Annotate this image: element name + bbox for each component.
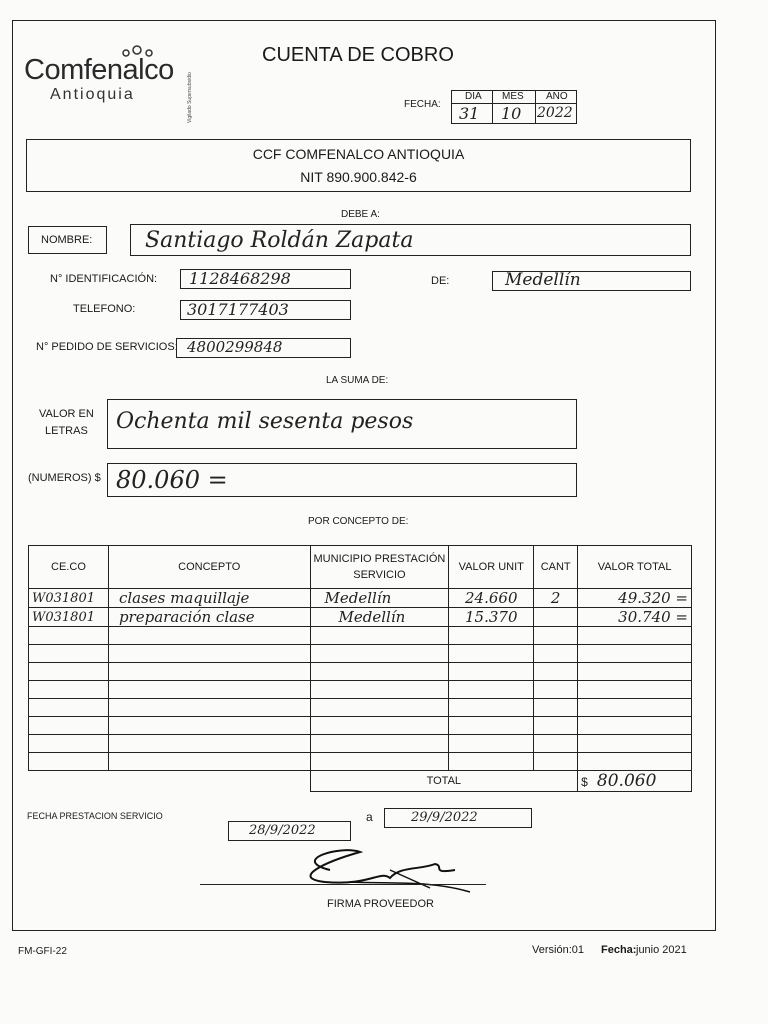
- table-row-empty: [29, 627, 692, 645]
- nombre-field[interactable]: [130, 224, 691, 256]
- header-concepto: CONCEPTO: [108, 546, 310, 589]
- valor-letras-value: Ochenta mil sesenta pesos: [116, 409, 414, 434]
- cell-cant[interactable]: 2: [534, 589, 578, 608]
- footer-version: Versión:01: [532, 944, 584, 956]
- de-field[interactable]: [492, 271, 691, 291]
- pedido-value: 4800299848: [187, 338, 283, 356]
- valor-numeros-value: 80.060 =: [116, 466, 228, 494]
- telefono-value: 3017177403: [187, 300, 289, 319]
- fecha-label: FECHA:: [404, 99, 441, 110]
- table-row-empty: [29, 699, 692, 717]
- table-header-row: [29, 546, 692, 589]
- footer-fecha-label: Fecha:: [601, 944, 637, 956]
- de-label: DE:: [431, 275, 450, 287]
- valor-letras-field[interactable]: [107, 399, 577, 449]
- nombre-value: Santiago Roldán Zapata: [145, 228, 414, 253]
- identificacion-label: N° IDENTIFICACIÓN:: [50, 273, 158, 285]
- table-row-empty: [29, 717, 692, 735]
- total-value: 80.060: [596, 771, 657, 791]
- fecha-hasta-value: 29/9/2022: [411, 810, 478, 825]
- logo-brand: Comfenalco: [24, 54, 174, 86]
- cell-valor-total[interactable]: 30.740 =: [578, 608, 692, 627]
- total-label: TOTAL: [310, 771, 578, 792]
- header-valor-unit: VALOR UNIT: [449, 546, 534, 589]
- cell-valor-total[interactable]: 49.320 =: [578, 589, 692, 608]
- header-cant: CANT: [534, 546, 578, 589]
- mes-label: MES: [502, 91, 524, 102]
- cell-valor-unit[interactable]: 24.660: [449, 589, 534, 608]
- valor-numeros-field[interactable]: [107, 463, 577, 497]
- telefono-field[interactable]: [180, 300, 351, 320]
- header-municipio: MUNICIPIO PRESTACIÓN SERVICIO: [310, 546, 449, 589]
- nombre-label-box: [28, 226, 107, 254]
- valor-letras-label-2: LETRAS: [45, 425, 88, 437]
- telefono-label: TELEFONO:: [73, 303, 136, 315]
- table-row: [29, 608, 692, 627]
- ano-label: AÑO: [546, 91, 568, 102]
- entity-box: [26, 139, 691, 192]
- dia-value[interactable]: 31: [459, 104, 480, 123]
- entity-name: CCF COMFENALCO ANTIOQUIA: [252, 146, 465, 162]
- cell-concepto[interactable]: clases maquillaje: [108, 589, 310, 608]
- footer-fecha-value: junio 2021: [636, 944, 687, 956]
- entity-nit: NIT 890.900.842-6: [300, 169, 417, 185]
- form-code: FM-GFI-22: [18, 946, 67, 957]
- fecha-grid: [451, 90, 577, 124]
- nombre-label: NOMBRE:: [41, 234, 93, 246]
- cell-municipio[interactable]: Medellín: [310, 608, 449, 627]
- fecha-desde-field[interactable]: [228, 821, 351, 841]
- pedido-field[interactable]: [176, 338, 351, 358]
- table-row-empty: [29, 753, 692, 771]
- fecha-desde-value: 28/9/2022: [249, 823, 316, 838]
- la-suma-de-label: LA SUMA DE:: [326, 375, 389, 386]
- cell-concepto[interactable]: preparación clase: [108, 608, 310, 627]
- table-row: [29, 589, 692, 608]
- cell-cant[interactable]: [534, 608, 578, 627]
- header-ceco: CE.CO: [29, 546, 109, 589]
- fecha-prestacion-label: FECHA PRESTACION SERVICIO: [27, 811, 163, 821]
- document-title: CUENTA DE COBRO: [262, 44, 454, 66]
- cell-ceco[interactable]: W031801: [29, 589, 109, 608]
- signature-image: [230, 840, 490, 900]
- items-table: [28, 545, 692, 792]
- identificacion-value: 1128468298: [189, 269, 291, 288]
- cell-municipio[interactable]: Medellín: [310, 589, 449, 608]
- supersubsidio-vertical-text: Vigilado Supersubsidio: [187, 72, 193, 123]
- debe-a-label: DEBE A:: [341, 209, 380, 220]
- header-valor-total: VALOR TOTAL: [578, 546, 692, 589]
- total-currency: $: [581, 775, 588, 789]
- firma-proveedor-label: FIRMA PROVEEDOR: [327, 898, 434, 910]
- logo-region: Antioquia: [50, 86, 135, 103]
- valor-numeros-label: (NUMEROS) $: [28, 472, 101, 484]
- mes-value[interactable]: 10: [501, 104, 522, 123]
- ano-value[interactable]: 2022: [537, 105, 573, 121]
- valor-letras-label-1: VALOR EN: [39, 408, 94, 420]
- signature-line: [200, 884, 486, 885]
- table-row-empty: [29, 735, 692, 753]
- table-row-empty: [29, 663, 692, 681]
- de-value: Medellín: [505, 270, 581, 290]
- dia-label: DIA: [465, 91, 482, 102]
- fecha-hasta-field[interactable]: [384, 808, 532, 828]
- comfenalco-logo: [24, 44, 192, 106]
- por-concepto-label: POR CONCEPTO DE:: [308, 516, 409, 527]
- fecha-separator: a: [366, 810, 373, 824]
- table-row-empty: [29, 681, 692, 699]
- pedido-label: N° PEDIDO DE SERVICIOS:: [36, 341, 178, 353]
- cell-valor-unit[interactable]: 15.370: [449, 608, 534, 627]
- total-value-cell[interactable]: [578, 771, 692, 792]
- table-total-row: [29, 771, 692, 792]
- table-row-empty: [29, 645, 692, 663]
- cell-ceco[interactable]: W031801: [29, 608, 109, 627]
- identificacion-field[interactable]: [180, 269, 351, 289]
